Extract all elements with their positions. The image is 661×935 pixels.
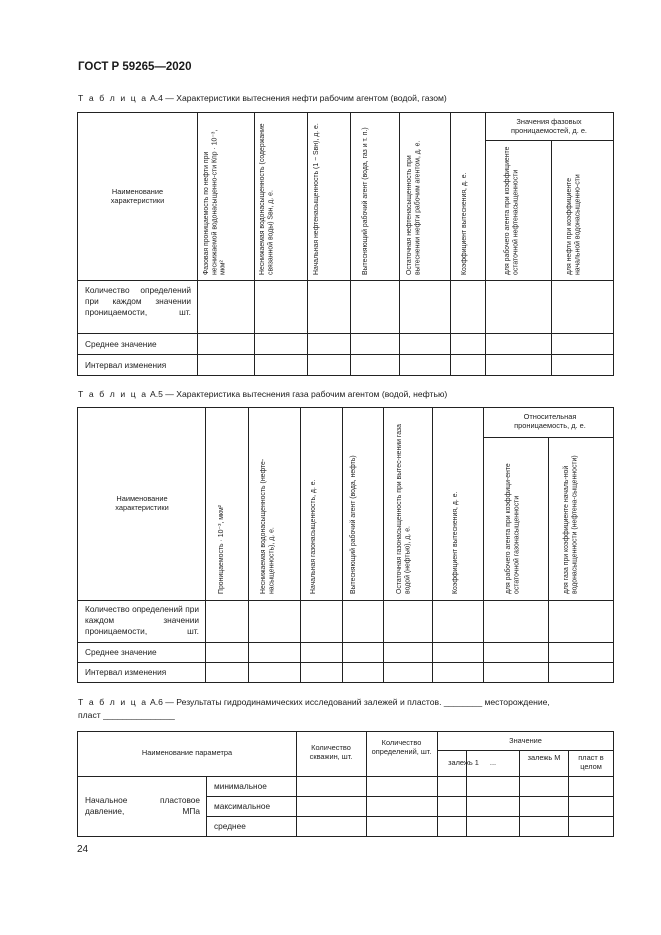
table-a5-sub-gas: для газа при коэффициенте началь-ной водонасыщенности (нефтена-сыщенности) xyxy=(563,455,579,594)
table-a6-header-wells: Количество скважин, шт. xyxy=(309,743,353,761)
table-a4-header-name: Наименование характеристики xyxy=(110,187,165,205)
table-a6-row-max: максимальное xyxy=(214,801,271,811)
table-a5-sub-agent: для рабочего агента при коэффици-енте остаточной газонасыщенности xyxy=(505,463,521,594)
page-number: 24 xyxy=(77,844,89,855)
table-a6-sub-layer-total: пласт в целом xyxy=(578,753,604,771)
table-a6-sub-deposit-m: залежь M xyxy=(527,753,561,762)
table-a6-caption: Т а б л и ц а А.6 — Результаты гидродинамических исследований залежей и пластов. ________ месторождение, xyxy=(78,697,550,707)
table-row-range: Интервал изменения xyxy=(85,667,167,677)
table-row-mean: Среднее значение xyxy=(85,647,157,657)
table-row-range: Интервал изменения xyxy=(85,360,167,370)
table-a4-col-displacement: Коэффициент вытеснения, д. е. xyxy=(461,172,468,275)
table-a5-header-name: Наименование характеристики xyxy=(115,494,169,512)
table-row-mean: Среднее значение xyxy=(85,339,157,349)
table-a4-col-residual: Остаточная нефтенасыщенность при вытеснении нефти рабочим агентом, д. е. xyxy=(406,140,422,275)
table-a6-row-min: минимальное xyxy=(214,781,267,791)
table-a4-caption: Т а б л и ц а А.4 — Характеристики вытеснения нефти рабочим агентом (водой, газом) xyxy=(78,93,447,103)
table-row-count: Количество определений при каждом значении проницаемости, шт. xyxy=(85,285,191,317)
table-a4-sub-oil: для нефти при коэффициенте начальной водонасыщенно-сти xyxy=(566,174,582,275)
table-a6-header-value: Значение xyxy=(509,736,542,745)
table-a5-col-permeability: Проницаемость · 10⁻³, мкм² xyxy=(218,505,225,594)
table-a4-sub-agent: для рабочего агента при коэффициенте остаточной нефтенасыщенности xyxy=(504,146,520,275)
table-a6-header-param: Наименование параметра xyxy=(141,748,233,757)
table-a6-row-pressure: Начальное пластовое давление, МПа xyxy=(85,795,200,816)
table-a6-sub-deposit-1: залежь 1 xyxy=(448,758,479,767)
table-a4-group-header: Значения фазовых проницаемостей, д. е. xyxy=(510,117,587,135)
table-a5-col-gas-saturation: Начальная газонасыщенность, д. е. xyxy=(310,479,317,594)
table-a5-caption: Т а б л и ц а А.5 — Характеристика вытеснения газа рабочим агентом (водой, нефтью) xyxy=(78,389,448,399)
table-a5-col-agent: Вытесняющий рабочий агент (вода, нефть) xyxy=(350,455,357,594)
table-a6-header-definitions: Количество определений, шт. xyxy=(371,738,432,756)
table-a6-sub-ellipsis: ... xyxy=(489,758,497,767)
table-a4-col-oil-saturation: Начальная нефтенасыщенность (1 − Sвн), д. е. xyxy=(313,123,320,275)
table-a4-col-agent: Вытесняющий рабочий агент (вода, газ и т. п.) xyxy=(362,127,369,275)
table-a5-col-displacement: Коэффициент вытеснения, д. е. xyxy=(452,491,459,594)
table-a6-caption-layer: пласт _______________ xyxy=(78,710,175,720)
table-a5-col-residual: Остаточная газонасыщенность при вытес-нении газа водой (нефтью), д. е. xyxy=(396,424,412,594)
table-row-count: Количество определений при каждом значении проницаемости, шт. xyxy=(85,604,199,636)
table-a4-col-permeability: Фазовая проницаемость по нефти при неснижаемой водонасыщенно-сти Кпр · 10⁻³, мкм² xyxy=(203,129,227,275)
table-a5-col-water-saturation: Неснижаемая водонасыщенность (нефте-насыщенность), д. е. xyxy=(260,458,276,594)
table-a5-group-header: Относительная проницаемость, д. е. xyxy=(514,412,586,430)
table-a6-row-avg: среднее xyxy=(214,821,246,831)
table-a4-col-water-saturation: Неснижаемая водонасыщенность (содержание связанной воды) Sвн, д. е. xyxy=(259,123,275,275)
document-title: ГОСТ Р 59265—2020 xyxy=(78,61,192,73)
